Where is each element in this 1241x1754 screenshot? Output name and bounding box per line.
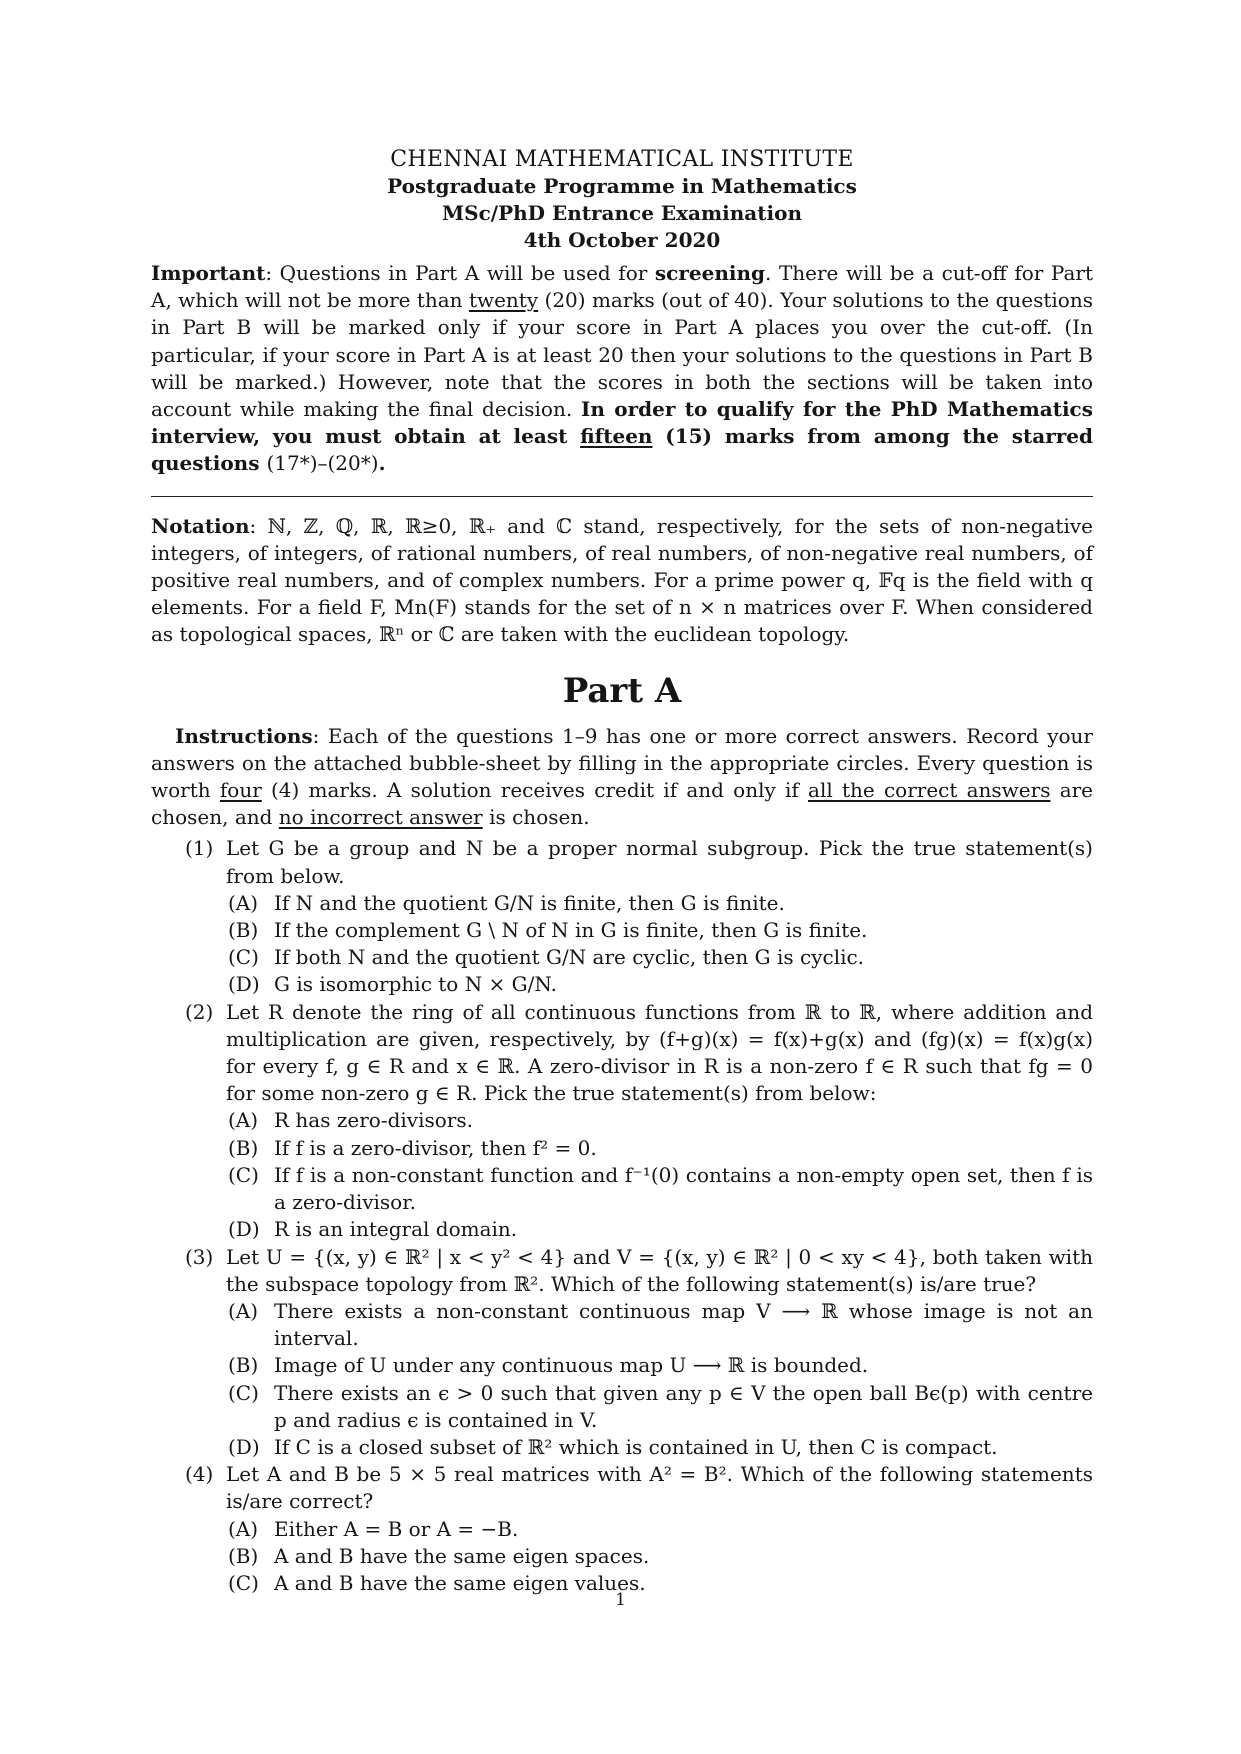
option-text: If f is a zero-divisor, then f² = 0. xyxy=(274,1135,597,1160)
option-text: If the complement G \ N of N in G is finite, then G is finite. xyxy=(274,918,868,943)
instructions-text-2: (4) marks. A solution receives credit if and only if xyxy=(261,778,809,803)
question-text xyxy=(151,1244,1093,1298)
notation-paragraph xyxy=(151,513,1093,649)
header xyxy=(151,146,1093,254)
question-text xyxy=(151,999,1093,1108)
question-body: Let U = {(x, y) ∈ ℝ² | x < y² < 4} and V = {(x, y) ∈ ℝ² | 0 < xy < 4}, both taken with the subspace topology from ℝ². Which of the following statement(s) is/are true? xyxy=(226,1244,1093,1296)
institute-name: CHENNAI MATHEMATICAL INSTITUTE xyxy=(390,147,854,172)
option-a xyxy=(151,1107,1093,1134)
option-b xyxy=(151,1352,1093,1379)
option-text: If both N and the quotient G/N are cyclic, then G is cyclic. xyxy=(274,945,865,970)
question-text xyxy=(151,1461,1093,1515)
question-body: Let R denote the ring of all continuous functions from ℝ to ℝ, where addition and multiplication are given, respectively, by (f+g)(x) = f(x)+g(x) and (fg)(x) = f(x)g(x) for every f, g ∈ R and x ∈ ℝ. A zero-divisor in R is a non-zero f ∈ R such that fg = 0 for some non-zero g ∈ R. Pick the true statement(s) from below: xyxy=(226,999,1093,1106)
important-period: . xyxy=(378,451,386,476)
important-text-3: (20) marks (out of 40). Your solutions to the questions in Part B will be marked only if your score in Part A places you over the cut-off. (In particular, if your score in Part A is at least 20 then your solutions to the questions in Part B will be marked.) However, note that the scores in both the sections will be taken into account while making the final decision. xyxy=(151,288,1093,422)
option-a xyxy=(151,1298,1093,1352)
option-text: Image of U under any continuous map U ⟶ ℝ is bounded. xyxy=(274,1353,869,1378)
option-d xyxy=(151,1216,1093,1243)
option-label: (D) xyxy=(228,1434,260,1459)
important-bold-1: In order to qualify for the PhD Mathematics interview, you must obtain at least xyxy=(151,397,1093,449)
option-text: A and B have the same eigen spaces. xyxy=(274,1543,650,1568)
notation-text: : ℕ, ℤ, ℚ, ℝ, ℝ≥0, ℝ₊ and ℂ stand, respectively, for the sets of non-negative integers, of integers, of rational numbers, of real numbers, of non-negative real numbers, of positive real numbers, and of complex numbers. For a prime power q, 𝔽q is the field with q elements. For a field F, Mn(F) stands for the set of n × n matrices over F. When considered as topological spaces, ℝⁿ or ℂ are taken with the euclidean topology. xyxy=(151,513,1093,647)
page-number: 1 xyxy=(615,1590,626,1610)
important-bold-2: (15) marks from among the starred questions xyxy=(151,424,1093,476)
question-1 xyxy=(151,835,1093,998)
instructions-label: Instructions xyxy=(175,723,313,748)
option-text: G is isomorphic to N × G/N. xyxy=(274,972,557,997)
option-label: (C) xyxy=(228,945,259,970)
option-text: Either A = B or A = −B. xyxy=(274,1516,519,1541)
option-label: (A) xyxy=(228,890,259,915)
option-c xyxy=(151,1162,1093,1216)
instructions-text-1: : Each of the questions 1–9 has one or more correct answers. Record your answers on the attached bubble-sheet by filling in the appropriate circles. Every question is worth xyxy=(151,723,1093,803)
option-text: If C is a closed subset of ℝ² which is contained in U, then C is compact. xyxy=(274,1434,998,1459)
important-label: Important xyxy=(151,261,266,285)
option-label: (A) xyxy=(228,1108,259,1133)
option-text: If N and the quotient G/N is finite, then G is finite. xyxy=(274,890,785,915)
option-text: There exists a non-constant continuous map V ⟶ ℝ whose image is not an interval. xyxy=(274,1298,1093,1351)
programme-name: Postgraduate Programme in Mathematics xyxy=(387,174,857,198)
option-c xyxy=(151,1380,1093,1434)
screening-word: screening xyxy=(654,261,765,285)
exam-date: 4th October 2020 xyxy=(523,228,721,252)
option-d xyxy=(151,971,1093,998)
notation-label: Notation xyxy=(151,513,250,538)
important-text-1: : Questions in Part A will be used for xyxy=(265,261,655,285)
starred-questions: (17*)–(20*) xyxy=(266,451,379,476)
instructions-paragraph xyxy=(151,723,1093,832)
option-text: There exists an ϵ > 0 such that given any p ∈ V the open ball Bϵ(p) with centre p and radius ϵ is contained in V. xyxy=(274,1380,1093,1432)
option-a xyxy=(151,890,1093,917)
question-number: (4) xyxy=(185,1462,214,1487)
option-d xyxy=(151,1434,1093,1461)
part-title: Part A xyxy=(562,670,682,711)
question-body: Let A and B be 5 × 5 real matrices with A² = B². Which of the following statements is/are correct? xyxy=(226,1462,1093,1514)
question-3 xyxy=(151,1244,1093,1462)
option-label: (D) xyxy=(228,972,260,997)
question-number: (1) xyxy=(185,836,214,861)
no-incorrect-answer: no incorrect answer xyxy=(278,805,483,830)
exam-name: MSc/PhD Entrance Examination xyxy=(442,201,802,225)
option-text: R has zero-divisors. xyxy=(274,1108,473,1133)
option-label: (A) xyxy=(228,1298,259,1323)
exam-page xyxy=(151,146,1093,1597)
question-number: (3) xyxy=(185,1244,214,1269)
question-number: (2) xyxy=(185,999,214,1024)
option-label: (C) xyxy=(228,1162,259,1187)
option-text: If f is a non-constant function and f⁻¹(0) contains a non-empty open set, then f is a zero-divisor. xyxy=(274,1162,1093,1215)
important-text-2: . There will be a cut-off for Part A, which will not be more than xyxy=(151,261,1093,313)
instructions-text-4: is chosen. xyxy=(482,805,590,830)
question-4 xyxy=(151,1461,1093,1597)
option-label: (B) xyxy=(228,1135,259,1160)
question-2 xyxy=(151,999,1093,1244)
option-label: (B) xyxy=(228,918,259,943)
all-correct-answers: all the correct answers xyxy=(808,778,1051,803)
important-paragraph xyxy=(151,260,1093,478)
option-text: A and B have the same eigen values. xyxy=(274,1570,646,1595)
option-b xyxy=(151,1135,1093,1162)
instructions-text-3: are chosen, and xyxy=(151,778,1094,830)
option-b xyxy=(151,917,1093,944)
question-body: Let G be a group and N be a proper normal subgroup. Pick the true statement(s) from below. xyxy=(226,836,1093,888)
option-a xyxy=(151,1516,1093,1543)
option-label: (B) xyxy=(228,1543,259,1568)
option-c xyxy=(151,944,1093,971)
four-word: four xyxy=(219,778,262,803)
twenty-word: twenty xyxy=(468,288,539,313)
divider xyxy=(151,496,1093,497)
question-text xyxy=(151,835,1093,889)
option-label: (B) xyxy=(228,1353,259,1378)
option-label: (C) xyxy=(228,1570,259,1595)
fifteen-word: fifteen xyxy=(580,424,653,449)
option-b xyxy=(151,1543,1093,1570)
option-label: (C) xyxy=(228,1380,259,1405)
option-text: R is an integral domain. xyxy=(274,1217,518,1242)
option-label: (D) xyxy=(228,1217,260,1242)
option-label: (A) xyxy=(228,1516,259,1541)
